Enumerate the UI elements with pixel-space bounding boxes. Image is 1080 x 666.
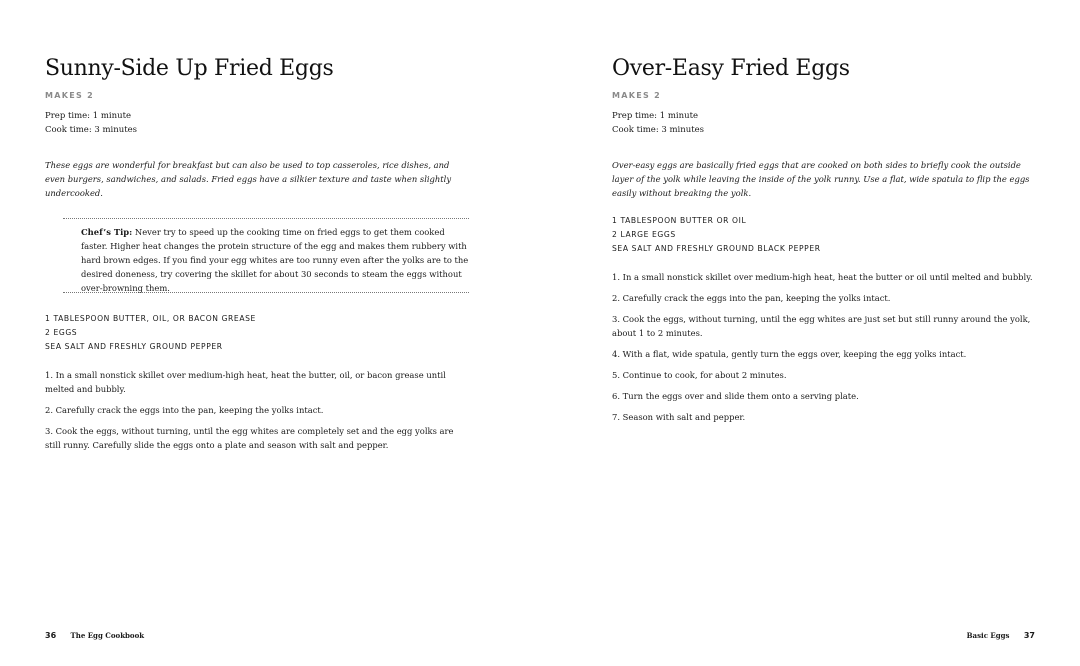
book-title: The Egg Cookbook <box>70 631 145 640</box>
ingredient-item: 2 EGGS <box>45 328 78 337</box>
ingredient-item: 2 LARGE EGGS <box>612 230 676 239</box>
step-item: 5. Continue to cook, for about 2 minutes. <box>612 370 787 380</box>
chef-tip-box <box>63 218 469 293</box>
ingredient-item: 1 TABLESPOON BUTTER, OIL, OR BACON GREASE <box>45 314 256 323</box>
chef-tip-label: Chef’s Tip: <box>81 227 133 237</box>
ingredient-list <box>612 214 821 256</box>
makes-label: MAKES 2 <box>612 91 662 100</box>
step-item: 2. Carefully crack the eggs into the pan, keeping the yolks intact. <box>45 405 324 415</box>
recipe-intro: These eggs are wonderful for breakfast but can also be used to top casseroles, rice dishes, and even burgers, sandwiches, and salads. Fried eggs have a silkier texture and taste when slightly undercooked. <box>45 160 452 198</box>
prep-time: Prep time: 1 minute <box>612 111 699 121</box>
page-footer <box>967 631 1035 640</box>
page-number: 36 <box>45 631 57 640</box>
cook-time: Cook time: 3 minutes <box>612 125 705 135</box>
chapter-title: Basic Eggs <box>966 631 1010 640</box>
ingredient-item: 1 TABLESPOON BUTTER OR OIL <box>612 216 747 225</box>
step-item: 2. Carefully crack the eggs into the pan, keeping the yolks intact. <box>612 293 891 303</box>
chef-tip-text: Never try to speed up the cooking time on fried eggs to get them cooked faster. Higher heat changes the protein structure of the egg and makes them rubbery with hard brown edges. If you find your egg whites are too runny even after the yolks are to the desired doneness, try covering the skillet for about 30 seconds to steam the eggs without over-browning them. <box>81 227 469 293</box>
step-list <box>612 270 1034 431</box>
page-footer <box>45 631 144 640</box>
step-item: 3. Cook the eggs, without turning, until the egg whites are just set but still runny around the yolk, about 1 to 2 minutes. <box>612 314 1031 338</box>
step-item: 4. With a flat, wide spatula, gently turn the eggs over, keeping the egg yolks intact. <box>612 349 967 359</box>
page-number: 37 <box>1023 631 1035 640</box>
prep-time: Prep time: 1 minute <box>45 111 132 121</box>
recipe-intro: Over-easy eggs are basically fried eggs that are cooked on both sides to briefly cook the outside layer of the yolk while leaving the inside of the yolk runny. Use a flat, wide spatula to flip the eggs easily without breaking the yolk. <box>612 160 1030 198</box>
recipe-title: Sunny-Side Up Fried Eggs <box>45 56 334 81</box>
step-item: 3. Cook the eggs, without turning, until the egg whites are completely set and the egg yolks are still runny. Carefully slide the eggs onto a plate and season with salt and pepper. <box>45 426 454 450</box>
recipe-times <box>45 109 137 137</box>
recipe-title: Over-Easy Fried Eggs <box>612 56 850 81</box>
makes-label: MAKES 2 <box>45 91 95 100</box>
step-item: 1. In a small nonstick skillet over medium-high heat, heat the butter, oil, or bacon grease until melted and bubbly. <box>45 370 446 394</box>
ingredient-item: SEA SALT AND FRESHLY GROUND BLACK PEPPER <box>612 244 821 253</box>
step-list <box>45 368 460 459</box>
ingredient-item: SEA SALT AND FRESHLY GROUND PEPPER <box>45 342 223 351</box>
chef-tip <box>81 225 469 295</box>
step-item: 1. In a small nonstick skillet over medium-high heat, heat the butter or oil until melted and bubbly. <box>612 272 1033 282</box>
cook-time: Cook time: 3 minutes <box>45 125 138 135</box>
right-page <box>540 0 1080 666</box>
ingredient-list <box>45 312 256 354</box>
recipe-times <box>612 109 704 137</box>
step-item: 7. Season with salt and pepper. <box>612 412 746 422</box>
step-item: 6. Turn the eggs over and slide them onto a serving plate. <box>612 391 859 401</box>
